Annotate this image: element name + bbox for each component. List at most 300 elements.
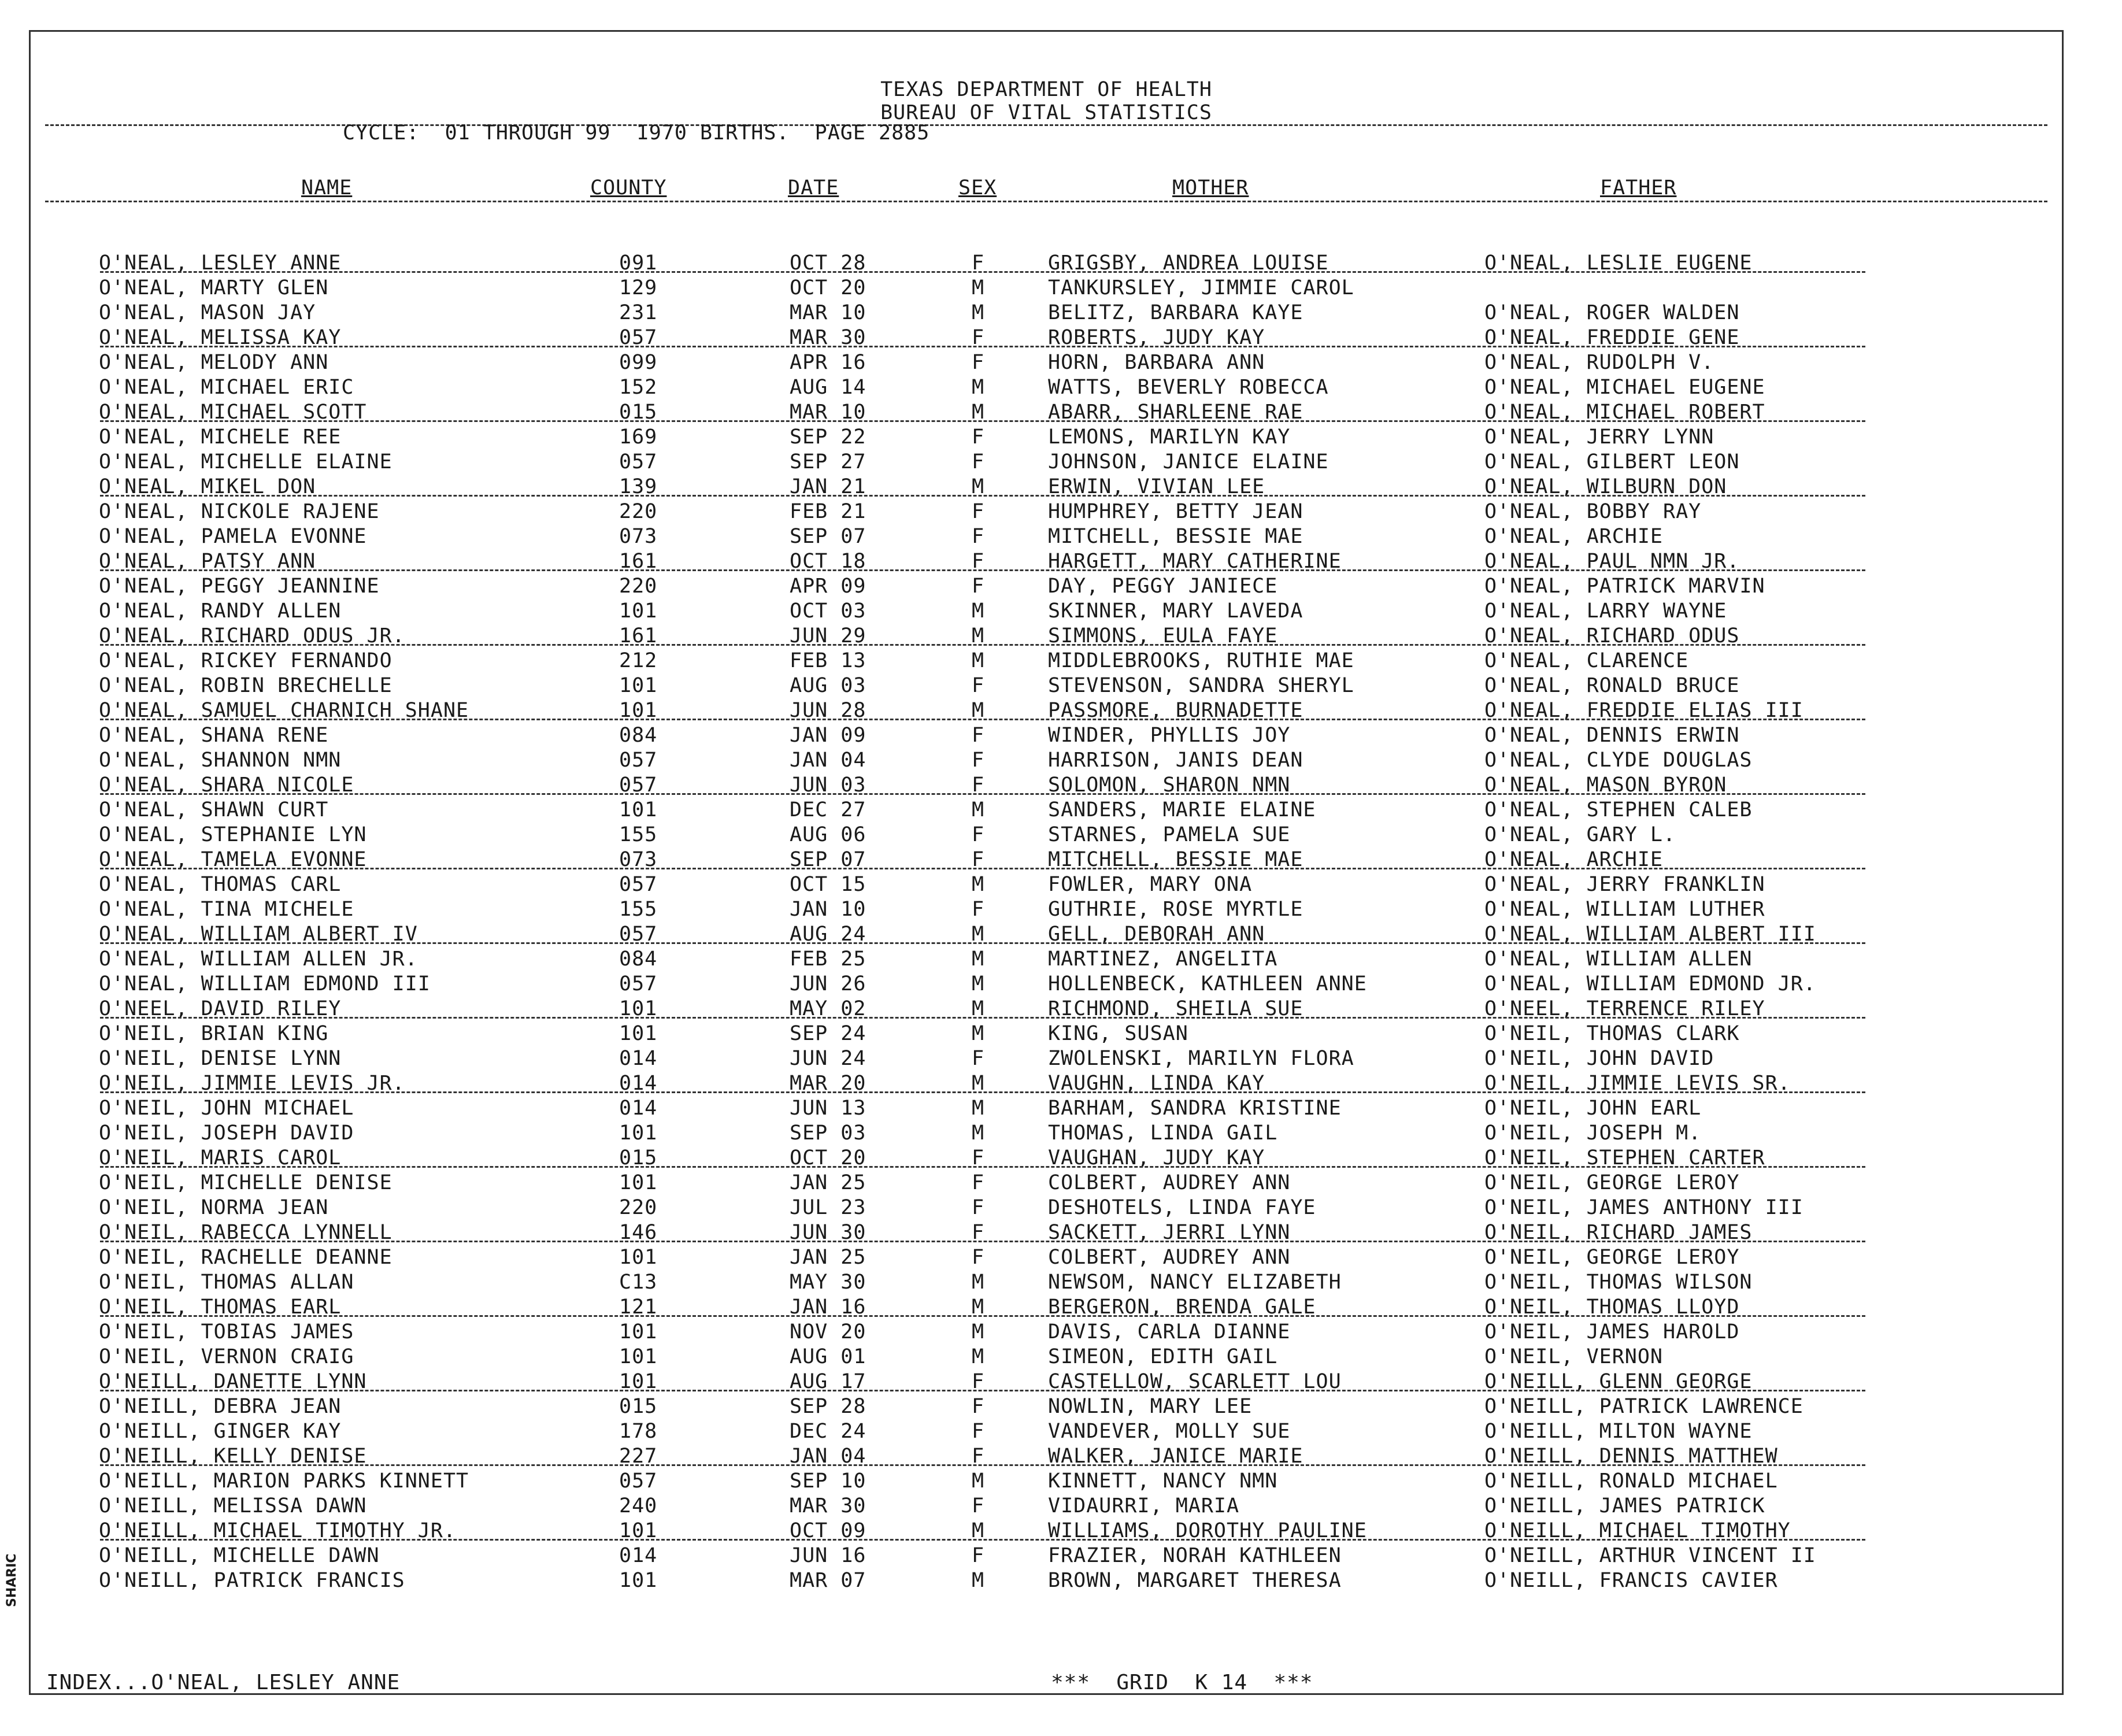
cell-date: AUG 06	[790, 823, 866, 846]
cell-county: 057	[619, 326, 658, 349]
cell-county: 101	[619, 1320, 658, 1343]
cell-name: O'NEAL, THOMAS CARL	[99, 873, 342, 896]
cell-name: O'NEEL, DAVID RILEY	[99, 997, 342, 1020]
cell-sex: F	[972, 773, 985, 797]
cell-sex: F	[972, 326, 985, 349]
cell-county: 073	[619, 848, 658, 871]
cell-father: O'NEAL, GARY L.	[1484, 823, 1676, 846]
cell-name: O'NEIL, THOMAS EARL	[99, 1295, 342, 1319]
cell-sex: M	[972, 276, 985, 299]
table-row	[31, 749, 2062, 773]
cell-mother: STARNES, PAMELA SUE	[1048, 823, 1291, 846]
cell-mother: BELITZ, BARBARA KAYE	[1048, 301, 1303, 324]
cell-sex: M	[972, 873, 985, 896]
cell-name: O'NEAL, TAMELA EVONNE	[99, 848, 367, 871]
table-row	[31, 550, 2062, 574]
cell-sex: F	[972, 848, 985, 871]
cell-county: 073	[619, 525, 658, 548]
cell-date: MAR 10	[790, 401, 866, 424]
cell-county: 121	[619, 1295, 658, 1319]
cycle-line: CYCLE: 01 THROUGH 99 1970 BIRTHS. PAGE 2885	[343, 121, 930, 145]
cell-county: 101	[619, 1519, 658, 1542]
table-row	[31, 1519, 2062, 1543]
cell-sex: F	[972, 724, 985, 747]
cell-father: O'NEILL, MICHAEL TIMOTHY	[1484, 1519, 1791, 1542]
cell-father: O'NEAL, PAUL NMN JR.	[1484, 550, 1740, 573]
cell-date: JUN 28	[790, 699, 866, 722]
cell-sex: M	[972, 1121, 985, 1145]
cell-county: 014	[619, 1097, 658, 1120]
cell-date: SEP 10	[790, 1470, 866, 1493]
cell-sex: M	[972, 997, 985, 1020]
cell-father: O'NEAL, WILBURN DON	[1484, 475, 1727, 498]
table-row	[31, 425, 2062, 450]
cell-sex: F	[972, 251, 985, 275]
table-row	[31, 1569, 2062, 1593]
cell-mother: ZWOLENSKI, MARILYN FLORA	[1048, 1047, 1354, 1070]
cell-date: OCT 09	[790, 1519, 866, 1542]
cell-mother: DAVIS, CARLA DIANNE	[1048, 1320, 1291, 1343]
cell-sex: F	[972, 823, 985, 846]
cell-county: 057	[619, 972, 658, 995]
cell-mother: RICHMOND, SHEILA SUE	[1048, 997, 1303, 1020]
cell-date: JAN 16	[790, 1295, 866, 1319]
cell-name: O'NEIL, RABECCA LYNNELL	[99, 1221, 392, 1244]
cell-sex: F	[972, 674, 985, 697]
table-row	[31, 1271, 2062, 1295]
cell-name: O'NEILL, DEBRA JEAN	[99, 1395, 342, 1418]
cell-sex: M	[972, 1569, 985, 1592]
cell-sex: M	[972, 972, 985, 995]
table-row	[31, 699, 2062, 723]
cell-name: O'NEAL, WILLIAM EDMOND III	[99, 972, 431, 995]
cell-sex: M	[972, 1519, 985, 1542]
cell-father: O'NEIL, JAMES ANTHONY III	[1484, 1196, 1803, 1219]
table-row	[31, 947, 2062, 972]
table-row	[31, 773, 2062, 798]
cell-county: 057	[619, 773, 658, 797]
cell-name: O'NEAL, SAMUEL CHARNICH SHANE	[99, 699, 469, 722]
cell-name: O'NEAL, MELODY ANN	[99, 351, 329, 374]
cell-sex: F	[972, 1196, 985, 1219]
cell-mother: COLBERT, AUDREY ANN	[1048, 1171, 1291, 1194]
cell-father: O'NEAL, CLYDE DOUGLAS	[1484, 749, 1753, 772]
cell-sex: F	[972, 525, 985, 548]
table-row	[31, 301, 2062, 325]
cell-father: O'NEIL, GEORGE LEROY	[1484, 1171, 1740, 1194]
cell-date: JAN 21	[790, 475, 866, 498]
cell-name: O'NEILL, KELLY DENISE	[99, 1445, 367, 1468]
cell-father: O'NEAL, RONALD BRUCE	[1484, 674, 1740, 697]
cell-mother: FRAZIER, NORAH KATHLEEN	[1048, 1544, 1342, 1567]
cell-mother: LEMONS, MARILYN KAY	[1048, 425, 1291, 449]
cell-father: O'NEAL, CLARENCE	[1484, 649, 1689, 672]
cell-father: O'NEIL, JOSEPH M.	[1484, 1121, 1702, 1145]
table-row	[31, 401, 2062, 425]
cell-name: O'NEAL, RICKEY FERNANDO	[99, 649, 392, 672]
cell-name: O'NEAL, MICHELLE ELAINE	[99, 450, 392, 473]
table-row	[31, 1196, 2062, 1220]
cell-name: O'NEAL, MELISSA KAY	[99, 326, 342, 349]
cell-date: SEP 28	[790, 1395, 866, 1418]
cell-name: O'NEIL, JIMMIE LEVIS JR.	[99, 1072, 405, 1095]
cell-father: O'NEIL, JOHN DAVID	[1484, 1047, 1714, 1070]
table-row	[31, 475, 2062, 499]
cell-county: 220	[619, 500, 658, 523]
cell-county: 178	[619, 1420, 658, 1443]
cell-date: JUN 03	[790, 773, 866, 797]
cell-county: 101	[619, 699, 658, 722]
cell-date: JAN 25	[790, 1171, 866, 1194]
cell-name: O'NEAL, MASON JAY	[99, 301, 316, 324]
table-row	[31, 1171, 2062, 1195]
cell-name: O'NEAL, LESLEY ANNE	[99, 251, 342, 275]
cell-name: O'NEAL, MIKEL DON	[99, 475, 316, 498]
cell-name: O'NEAL, STEPHANIE LYN	[99, 823, 367, 846]
cell-father: O'NEAL, LESLIE EUGENE	[1484, 251, 1753, 275]
cell-county: 101	[619, 1246, 658, 1269]
cell-county: 101	[619, 798, 658, 821]
cell-mother: THOMAS, LINDA GAIL	[1048, 1121, 1278, 1145]
cell-name: O'NEIL, VERNON CRAIG	[99, 1345, 354, 1368]
table-row	[31, 923, 2062, 947]
table-row	[31, 823, 2062, 847]
cell-name: O'NEIL, NORMA JEAN	[99, 1196, 329, 1219]
cell-county: 169	[619, 425, 658, 449]
document-page	[29, 30, 2064, 1695]
table-row	[31, 251, 2062, 276]
cell-mother: HARGETT, MARY CATHERINE	[1048, 550, 1342, 573]
table-row	[31, 1420, 2062, 1444]
cell-date: JUN 16	[790, 1544, 866, 1567]
cell-father: O'NEILL, JAMES PATRICK	[1484, 1494, 1765, 1517]
cell-date: MAR 30	[790, 1494, 866, 1517]
cell-name: O'NEAL, WILLIAM ALLEN JR.	[99, 947, 418, 971]
cell-name: O'NEAL, SHANNON NMN	[99, 749, 342, 772]
cell-name: O'NEIL, THOMAS ALLAN	[99, 1271, 354, 1294]
cell-date: OCT 20	[790, 1146, 866, 1169]
column-header-mother: MOTHER	[1172, 176, 1249, 199]
cell-mother: VAUGHN, LINDA KAY	[1048, 1072, 1265, 1095]
cell-father: O'NEAL, ARCHIE	[1484, 848, 1664, 871]
cell-county: 015	[619, 1146, 658, 1169]
cell-sex: M	[972, 947, 985, 971]
cell-county: 101	[619, 1370, 658, 1393]
cell-date: JUN 26	[790, 972, 866, 995]
cell-name: O'NEAL, SHARA NICOLE	[99, 773, 354, 797]
cell-sex: M	[972, 301, 985, 324]
cell-mother: DAY, PEGGY JANIECE	[1048, 575, 1278, 598]
column-header-name: NAME	[301, 176, 353, 199]
cell-county: 101	[619, 1569, 658, 1592]
cell-father: O'NEAL, MICHAEL EUGENE	[1484, 376, 1765, 399]
cell-name: O'NEAL, ROBIN BRECHELLE	[99, 674, 392, 697]
cell-sex: F	[972, 1445, 985, 1468]
cell-county: 101	[619, 599, 658, 623]
cell-name: O'NEAL, MICHAEL SCOTT	[99, 401, 367, 424]
cell-mother: WINDER, PHYLLIS JOY	[1048, 724, 1291, 747]
cell-father: O'NEIL, THOMAS WILSON	[1484, 1271, 1753, 1294]
cell-name: O'NEAL, WILLIAM ALBERT IV	[99, 923, 418, 946]
cell-sex: M	[972, 1295, 985, 1319]
cell-mother: FOWLER, MARY ONA	[1048, 873, 1253, 896]
cell-date: JAN 09	[790, 724, 866, 747]
cell-date: MAR 20	[790, 1072, 866, 1095]
cell-county: 212	[619, 649, 658, 672]
side-stamp-text: SHARIC	[5, 1553, 19, 1607]
cell-date: SEP 24	[790, 1022, 866, 1045]
cell-date: MAY 30	[790, 1271, 866, 1294]
cell-sex: F	[972, 550, 985, 573]
cell-sex: F	[972, 1221, 985, 1244]
cell-mother: HUMPHREY, BETTY JEAN	[1048, 500, 1303, 523]
cell-mother: KING, SUSAN	[1048, 1022, 1188, 1045]
cell-county: 155	[619, 898, 658, 921]
table-row	[31, 525, 2062, 549]
cell-father: O'NEIL, JAMES HAROLD	[1484, 1320, 1740, 1343]
cell-father: O'NEAL, ARCHIE	[1484, 525, 1664, 548]
cell-name: O'NEAL, PAMELA EVONNE	[99, 525, 367, 548]
cell-date: OCT 28	[790, 251, 866, 275]
cell-father: O'NEILL, RONALD MICHAEL	[1484, 1470, 1778, 1493]
cell-name: O'NEAL, MICHELE REE	[99, 425, 342, 449]
table-row	[31, 1047, 2062, 1071]
cell-sex: F	[972, 1047, 985, 1070]
cell-mother: ROBERTS, JUDY KAY	[1048, 326, 1265, 349]
cell-date: JUN 29	[790, 624, 866, 647]
cell-mother: GRIGSBY, ANDREA LOUISE	[1048, 251, 1329, 275]
cell-county: 057	[619, 873, 658, 896]
cell-father: O'NEAL, BOBBY RAY	[1484, 500, 1702, 523]
cell-date: APR 09	[790, 575, 866, 598]
cell-mother: VANDEVER, MOLLY SUE	[1048, 1420, 1291, 1443]
cell-mother: ERWIN, VIVIAN LEE	[1048, 475, 1265, 498]
cell-date: APR 16	[790, 351, 866, 374]
cell-father: O'NEAL, WILLIAM EDMOND JR.	[1484, 972, 1816, 995]
cell-father: O'NEAL, MASON BYRON	[1484, 773, 1727, 797]
cell-sex: M	[972, 923, 985, 946]
cell-date: DEC 27	[790, 798, 866, 821]
table-row	[31, 1246, 2062, 1270]
department-title: TEXAS DEPARTMENT OF HEALTH	[880, 78, 1212, 101]
cell-mother: NOWLIN, MARY LEE	[1048, 1395, 1253, 1418]
cell-name: O'NEAL, PATSY ANN	[99, 550, 316, 573]
cell-father: O'NEIL, STEPHEN CARTER	[1484, 1146, 1765, 1169]
cell-father: O'NEIL, GEORGE LEROY	[1484, 1246, 1740, 1269]
cell-father: O'NEAL, STEPHEN CALEB	[1484, 798, 1753, 821]
cell-sex: M	[972, 1345, 985, 1368]
cell-date: FEB 13	[790, 649, 866, 672]
cell-mother: MITCHELL, BESSIE MAE	[1048, 848, 1303, 871]
cell-father: O'NEILL, ARTHUR VINCENT II	[1484, 1544, 1816, 1567]
table-row	[31, 1494, 2062, 1519]
cell-date: SEP 22	[790, 425, 866, 449]
table-row	[31, 1395, 2062, 1419]
cell-name: O'NEILL, MELISSA DAWN	[99, 1494, 367, 1517]
table-row	[31, 1022, 2062, 1046]
cell-mother: PASSMORE, BURNADETTE	[1048, 699, 1303, 722]
cell-name: O'NEIL, MARIS CAROL	[99, 1146, 342, 1169]
table-row	[31, 1097, 2062, 1121]
cell-mother: COLBERT, AUDREY ANN	[1048, 1246, 1291, 1269]
cell-sex: M	[972, 798, 985, 821]
cell-county: 014	[619, 1544, 658, 1567]
cell-father: O'NEAL, ROGER WALDEN	[1484, 301, 1740, 324]
cell-county: 101	[619, 1171, 658, 1194]
cell-father: O'NEAL, GILBERT LEON	[1484, 450, 1740, 473]
cell-county: 231	[619, 301, 658, 324]
cell-name: O'NEAL, TINA MICHELE	[99, 898, 354, 921]
cell-county: 091	[619, 251, 658, 275]
column-header-divider	[45, 201, 2047, 202]
cell-county: 220	[619, 1196, 658, 1219]
cell-name: O'NEILL, GINGER KAY	[99, 1420, 342, 1443]
cell-date: AUG 14	[790, 376, 866, 399]
cell-name: O'NEILL, MARION PARKS KINNETT	[99, 1470, 469, 1493]
table-row	[31, 500, 2062, 524]
cell-mother: WALKER, JANICE MARIE	[1048, 1445, 1303, 1468]
cell-date: AUG 24	[790, 923, 866, 946]
cell-father: O'NEAL, PATRICK MARVIN	[1484, 575, 1765, 598]
cell-county: 014	[619, 1047, 658, 1070]
cell-name: O'NEAL, MICHAEL ERIC	[99, 376, 354, 399]
cell-name: O'NEILL, MICHELLE DAWN	[99, 1544, 380, 1567]
cell-date: AUG 17	[790, 1370, 866, 1393]
cell-father: O'NEILL, PATRICK LAWRENCE	[1484, 1395, 1803, 1418]
cell-county: 015	[619, 1395, 658, 1418]
cell-mother: BERGERON, BRENDA GALE	[1048, 1295, 1316, 1319]
cell-father: O'NEIL, RICHARD JAMES	[1484, 1221, 1753, 1244]
table-row	[31, 1445, 2062, 1469]
cell-father: O'NEIL, THOMAS CLARK	[1484, 1022, 1740, 1045]
cell-mother: SOLOMON, SHARON NMN	[1048, 773, 1291, 797]
cell-father: O'NEAL, FREDDIE GENE	[1484, 326, 1740, 349]
cell-name: O'NEIL, RACHELLE DEANNE	[99, 1246, 392, 1269]
cell-county: C13	[619, 1271, 658, 1294]
cell-father: O'NEAL, DENNIS ERWIN	[1484, 724, 1740, 747]
cell-county: 057	[619, 1470, 658, 1493]
cell-name: O'NEAL, RANDY ALLEN	[99, 599, 342, 623]
column-header-father: FATHER	[1600, 176, 1677, 199]
cell-father: O'NEAL, WILLIAM ALBERT III	[1484, 923, 1816, 946]
table-row	[31, 1470, 2062, 1494]
cell-father: O'NEIL, JIMMIE LEVIS SR.	[1484, 1072, 1791, 1095]
index-reference: INDEX...O'NEAL, LESLEY ANNE	[46, 1671, 401, 1694]
cell-father: O'NEIL, THOMAS LLOYD	[1484, 1295, 1740, 1319]
cell-sex: F	[972, 1146, 985, 1169]
table-row	[31, 376, 2062, 400]
cell-sex: M	[972, 376, 985, 399]
cell-date: DEC 24	[790, 1420, 866, 1443]
cell-county: 101	[619, 674, 658, 697]
table-row	[31, 1345, 2062, 1369]
cell-mother: WILLIAMS, DOROTHY PAULINE	[1048, 1519, 1367, 1542]
column-header-date: DATE	[788, 176, 839, 199]
cell-father: O'NEILL, GLENN GEORGE	[1484, 1370, 1753, 1393]
table-row	[31, 848, 2062, 872]
cell-mother: TANKURSLEY, JIMMIE CAROL	[1048, 276, 1354, 299]
table-row	[31, 972, 2062, 997]
cell-sex: M	[972, 1470, 985, 1493]
cell-date: JUN 24	[790, 1047, 866, 1070]
cell-mother: SIMMONS, EULA FAYE	[1048, 624, 1278, 647]
cell-father: O'NEAL, JERRY LYNN	[1484, 425, 1714, 449]
cell-county: 101	[619, 1345, 658, 1368]
cell-date: JAN 10	[790, 898, 866, 921]
cell-sex: M	[972, 401, 985, 424]
cell-county: 101	[619, 997, 658, 1020]
cell-sex: M	[972, 1097, 985, 1120]
cell-name: O'NEAL, SHANA RENE	[99, 724, 329, 747]
cell-mother: CASTELLOW, SCARLETT LOU	[1048, 1370, 1342, 1393]
table-row	[31, 997, 2062, 1021]
cell-county: 129	[619, 276, 658, 299]
cell-sex: F	[972, 1246, 985, 1269]
cell-name: O'NEAL, PEGGY JEANNINE	[99, 575, 380, 598]
cell-mother: GELL, DEBORAH ANN	[1048, 923, 1265, 946]
cell-sex: M	[972, 1271, 985, 1294]
cell-date: AUG 03	[790, 674, 866, 697]
cell-mother: STEVENSON, SANDRA SHERYL	[1048, 674, 1354, 697]
cell-father: O'NEILL, FRANCIS CAVIER	[1484, 1569, 1778, 1592]
cell-mother: SKINNER, MARY LAVEDA	[1048, 599, 1303, 623]
cell-name: O'NEAL, RICHARD ODUS JR.	[99, 624, 405, 647]
cell-sex: F	[972, 500, 985, 523]
cell-sex: F	[972, 351, 985, 374]
cell-mother: NEWSOM, NANCY ELIZABETH	[1048, 1271, 1342, 1294]
cell-mother: KINNETT, NANCY NMN	[1048, 1470, 1278, 1493]
table-row	[31, 674, 2062, 698]
cell-father: O'NEAL, RICHARD ODUS	[1484, 624, 1740, 647]
cell-date: FEB 21	[790, 500, 866, 523]
cell-father: O'NEILL, DENNIS MATTHEW	[1484, 1445, 1778, 1468]
cell-date: MAR 30	[790, 326, 866, 349]
cell-name: O'NEILL, MICHAEL TIMOTHY JR.	[99, 1519, 457, 1542]
table-row	[31, 450, 2062, 475]
cell-date: AUG 01	[790, 1345, 866, 1368]
table-row	[31, 276, 2062, 301]
cell-sex: F	[972, 898, 985, 921]
cell-father: O'NEAL, FREDDIE ELIAS III	[1484, 699, 1803, 722]
cell-sex: M	[972, 1320, 985, 1343]
cell-date: SEP 03	[790, 1121, 866, 1145]
cell-mother: HOLLENBECK, KATHLEEN ANNE	[1048, 972, 1367, 995]
table-row	[31, 351, 2062, 375]
cell-father: O'NEIL, JOHN EARL	[1484, 1097, 1702, 1120]
cell-date: NOV 20	[790, 1320, 866, 1343]
cell-name: O'NEIL, DENISE LYNN	[99, 1047, 342, 1070]
cell-county: 240	[619, 1494, 658, 1517]
table-row	[31, 624, 2062, 649]
cell-mother: SIMEON, EDITH GAIL	[1048, 1345, 1278, 1368]
cell-name: O'NEAL, NICKOLE RAJENE	[99, 500, 380, 523]
cell-name: O'NEIL, JOHN MICHAEL	[99, 1097, 354, 1120]
cell-sex: F	[972, 1494, 985, 1517]
table-row	[31, 599, 2062, 624]
cell-sex: F	[972, 1420, 985, 1443]
cell-county: 146	[619, 1221, 658, 1244]
cell-date: OCT 15	[790, 873, 866, 896]
cell-name: O'NEILL, PATRICK FRANCIS	[99, 1569, 405, 1592]
cell-date: FEB 25	[790, 947, 866, 971]
cell-name: O'NEIL, JOSEPH DAVID	[99, 1121, 354, 1145]
cell-father: O'NEAL, JERRY FRANKLIN	[1484, 873, 1765, 896]
cell-date: JUN 30	[790, 1221, 866, 1244]
cell-county: 084	[619, 947, 658, 971]
cell-county: 155	[619, 823, 658, 846]
cell-date: JUL 23	[790, 1196, 866, 1219]
cell-sex: M	[972, 624, 985, 647]
